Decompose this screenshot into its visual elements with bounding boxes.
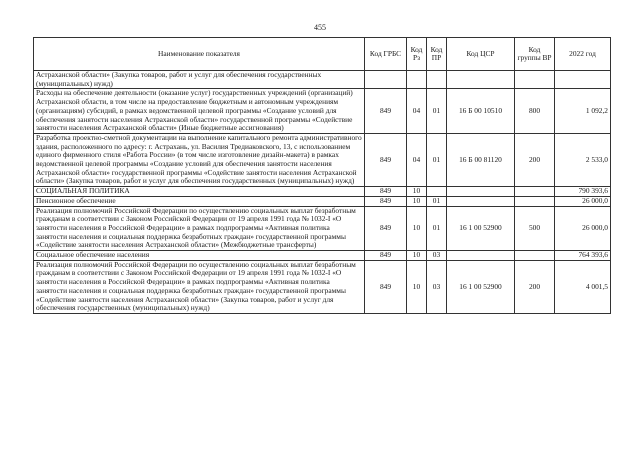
table-row	[34, 206, 611, 251]
cell-amount: 790 393,6	[555, 187, 611, 197]
cell-amount: 764 393,6	[555, 251, 611, 261]
cell-amount: 26 000,0	[555, 206, 611, 251]
cell-rz	[407, 71, 427, 89]
cell-rz: 04	[407, 133, 427, 186]
cell-rz: 10	[407, 251, 427, 261]
cell-name: Пенсионное обеспечение	[34, 196, 365, 206]
table-row	[34, 251, 611, 261]
cell-grbs: 849	[365, 251, 407, 261]
header-vr: Код группы ВР	[515, 38, 555, 71]
cell-amount: 26 000,0	[555, 196, 611, 206]
cell-csr: 16 1 00 52900	[447, 206, 515, 251]
cell-amount: 1 092,2	[555, 89, 611, 134]
table-row	[34, 187, 611, 197]
cell-rz: 10	[407, 187, 427, 197]
cell-rz: 10	[407, 260, 427, 313]
cell-pr	[427, 71, 447, 89]
header-year: 2022 год	[555, 38, 611, 71]
header-name: Наименование показателя	[34, 38, 365, 71]
page-number: 455	[314, 23, 326, 32]
cell-csr: 16 Б 00 81120	[447, 133, 515, 186]
cell-pr: 01	[427, 196, 447, 206]
cell-grbs: 849	[365, 187, 407, 197]
cell-csr: 16 1 00 52900	[447, 260, 515, 313]
cell-grbs: 849	[365, 133, 407, 186]
cell-vr: 800	[515, 89, 555, 134]
cell-vr	[515, 187, 555, 197]
table-row	[34, 71, 611, 89]
table-row	[34, 133, 611, 186]
cell-rz: 04	[407, 89, 427, 134]
cell-pr: 01	[427, 89, 447, 134]
table-header-row	[34, 38, 611, 71]
cell-vr: 200	[515, 133, 555, 186]
header-csr: Код ЦСР	[447, 38, 515, 71]
cell-grbs: 849	[365, 206, 407, 251]
cell-amount: 2 533,0	[555, 133, 611, 186]
cell-name: Астраханской области» (Закупка товаров, работ и услуг для обеспечения государственных (муниципальных) нужд)	[34, 71, 365, 89]
cell-rz: 10	[407, 196, 427, 206]
header-pr: Код ПР	[427, 38, 447, 71]
cell-vr	[515, 251, 555, 261]
cell-csr	[447, 196, 515, 206]
cell-pr	[427, 187, 447, 197]
header-rz: Код Рз	[407, 38, 427, 71]
cell-grbs: 849	[365, 260, 407, 313]
cell-pr: 01	[427, 133, 447, 186]
cell-pr: 03	[427, 251, 447, 261]
cell-pr: 01	[427, 206, 447, 251]
cell-grbs	[365, 71, 407, 89]
cell-grbs: 849	[365, 196, 407, 206]
cell-grbs: 849	[365, 89, 407, 134]
cell-amount: 4 001,5	[555, 260, 611, 313]
cell-name: Социальное обеспечение населения	[34, 251, 365, 261]
cell-vr: 200	[515, 260, 555, 313]
cell-name: Реализация полномочий Российской Федерации по осуществлению социальных выплат безработным гражданам в соответствии с Законом Российской Федерации от 19 апреля 1991 года № 1032-I «О занятости населения в Российской Федерации» в рамках подпрограммы «Активная политика занятости населения и социальная поддержка безработных граждан» государственной программы «Содействие занятости населения Астраханской области» (Межбюджетные трансферты)	[34, 206, 365, 251]
table-row	[34, 260, 611, 313]
cell-pr: 03	[427, 260, 447, 313]
cell-vr: 500	[515, 206, 555, 251]
cell-csr: 16 Б 00 10510	[447, 89, 515, 134]
cell-csr	[447, 71, 515, 89]
cell-csr	[447, 251, 515, 261]
cell-amount	[555, 71, 611, 89]
table-row	[34, 196, 611, 206]
table-row	[34, 89, 611, 134]
header-grbs: Код ГРБС	[365, 38, 407, 71]
cell-csr	[447, 187, 515, 197]
cell-name: Реализация полномочий Российской Федерации по осуществлению социальных выплат безработным гражданам в соответствии с Законом Российской Федерации от 19 апреля 1991 года № 1032-I «О занятости населения в Российской Федерации» в рамках подпрограммы «Активная политика занятости населения и социальная поддержка безработных граждан» государственной программы «Содействие занятости населения Астраханской области» (Закупка товаров, работ и услуг для обеспечения государственных (муниципальных) нужд)	[34, 260, 365, 313]
cell-name: Расходы на обеспечение деятельности (оказание услуг) государственных учреждений (организаций) Астраханской области, в том числе на предоставление бюджетным и автономным учреждениям (организациям) субсидий, в рамках ведомственной целевой программы «Создание условий для обеспечения занятости населения Астраханской области» государственной программы «Содействие занятости населения Астраханской области» (Иные бюджетные ассигнования)	[34, 89, 365, 134]
cell-vr	[515, 71, 555, 89]
cell-rz: 10	[407, 206, 427, 251]
budget-table	[33, 37, 611, 314]
cell-name: Разработка проектно-сметной документации на выполнение капитального ремонта административного здания, расположенного по адресу: г. Астрахань, ул. Василия Тредиаковского, 13, с использованием единого фирменного стиля «Работа России» (в том числе изготовление дизайн-макета) в рамках ведомственной целевой программы «Создание условий для обеспечения занятости населения Астраханской области» государственной программы «Содействие занятости населения Астраханской области» (Закупка товаров, работ и услуг для обеспечения государственных (муниципальных) нужд)	[34, 133, 365, 186]
cell-name: СОЦИАЛЬНАЯ ПОЛИТИКА	[34, 187, 365, 197]
cell-vr	[515, 196, 555, 206]
